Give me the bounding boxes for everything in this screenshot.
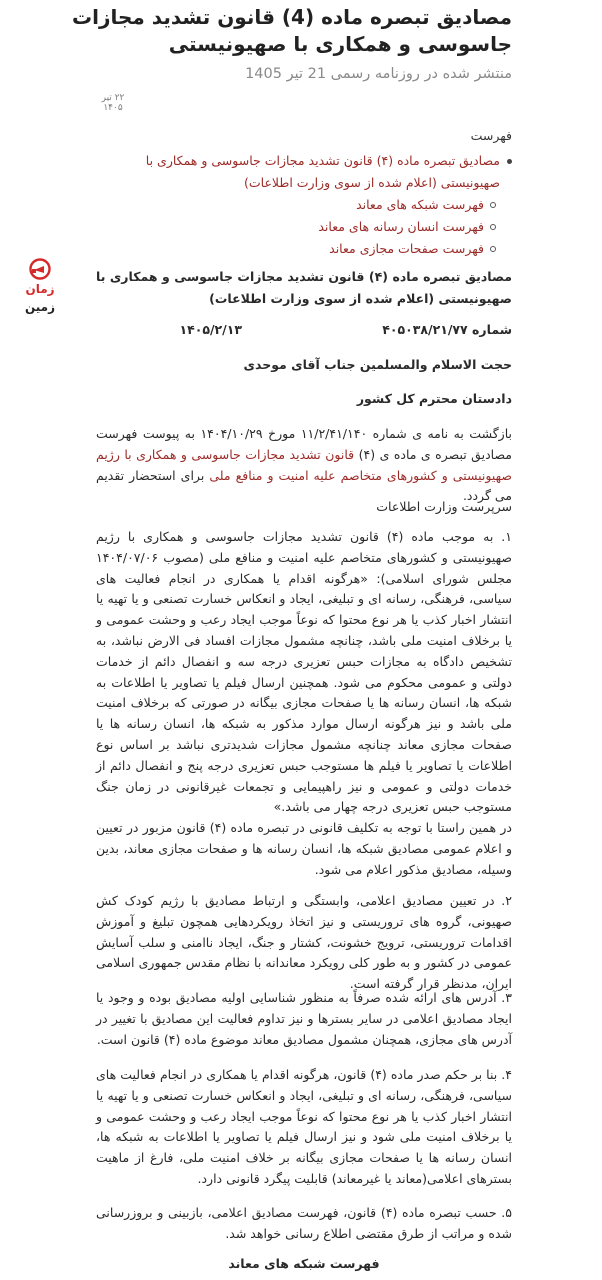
letter-addressee: دادستان محترم کل کشور	[356, 391, 512, 406]
publish-date: ۲۲ تیر ۱۴۰۵	[101, 93, 125, 113]
toc-sub-link-pages[interactable]: فهرست صفحات مجازی معاند	[96, 238, 512, 260]
logo-text-1: زمان	[25, 282, 55, 296]
paragraph-6: ۵. حسب تبصره ماده (۴) قانون، فهرست مصادیق اعلامی، بازبینی و بروزرسانی شده و مراتب از طرق مقتضی اطلاع رسانی خواهد شد.	[96, 1205, 512, 1241]
law-link[interactable]: قانون تشدید مجازات جاسوسی و همکاری با رژیم صهیونیستی و کشورهای متخاصم علیه امنیت و منافع ملی	[96, 446, 512, 483]
toc-sub-link-people[interactable]: فهرست انسان رسانه های معاند	[96, 216, 512, 238]
paragraph-2: در همین راستا با توجه به تکلیف قانونی در تبصره ماده (۴) قانون مزبور در تعیین و اعلام عمومی مصادیق شبکه ها، انسان رسانه ها و صفحات مجازی معاند، بدین وسیله، مصادیق مذکور اعلام می شود.	[96, 820, 512, 877]
zaman-zamin-logo	[24, 258, 56, 318]
paragraph-1: ۱. به موجب ماده (۴) قانون تشدید مجازات جاسوسی و همکاری با رژیم صهیونیستی و کشورهای متخاصم علیه امنیت و منافع ملی (مصوب ۱۴۰۴/۰۷/۰۶ مجلس شورای اسلامی): «هرگونه اقدام یا همکاری در انجام فعالیت های سیاسی، فرهنگی، رسانه ای و تبلیغی، ایجاد و انعکاس خسارت تصنعی و یا تهیه یا انتشار اخبار کذب یا هر نوع محتوا که نوعاً موجب ایجاد رعب و وحشت عمومی و یا برخلاف امنیت ملی باشد، چنانچه مشمول مجازات افساد فی الارض نباشد، به تشخیص دادگاه به مجازات حبس تعزیری درجه سه و انفصال دائم از خدمات دولتی و عمومی محکوم می شود. همچنین ارسال فیلم یا تصاویر یا اطلاعات به شبکه ها، انسان رسانه ها یا صفحات مجازی بیگانه در صورتی که برخلاف امنیت ملی باشد و نیز هرگونه ارسال موارد مذکور به شبکه ها، انسان رسانه ها یا صفحات مجازی معاند چنانچه مشمول مجازات شدیدتری نباشد بر اساس نوع اطلاعات یا تصاویر یا فیلم ها مستوجب حبس تعزیری درجه پنج و انفصال دائم از خدمات دولتی و عمومی و نیز راهپیمایی و تجمعات غیرقانونی در زمان جنگ مستوجب حبس تعزیری درجه چهار می باشد.»	[96, 529, 512, 815]
toc-heading: فهرست	[470, 128, 512, 143]
paragraph-3: ۲. در تعیین مصادیق اعلامی، وابستگی و ارتباط مصادیق با رژیم کودک کش صهیونی، گروه های تروریستی و نیز اتخاذ رویکردهایی همچون تبلیغ و آموزش اقدامات تروریستی، ترویج خشونت، کشتار و جنگ، ایجاد ناامنی و سلب آسایش عمومی در کشور و به طور کلی رویکرد معاندانه با نظام مقدس جمهوری اسلامی ایران، مدنظر قرار گرفته است.	[96, 893, 512, 992]
intro-after: برای استحضار تقدیم می گردد.	[96, 467, 512, 504]
intro-before: بازگشت به نامه ی شماره ۱۱/۲/۴۱/۱۴۰ مورخ ۱۴۰۴/۱۰/۲۹ به پیوست فهرست مصادیق تبصره ی ماده ی (۴)	[96, 426, 512, 462]
table-of-contents	[96, 150, 512, 260]
letter-greeting: حجت الاسلام والمسلمین جناب آقای موحدی	[243, 357, 512, 372]
letter-intro	[96, 424, 512, 507]
letter-number: شماره ۴۰۵۰۳۸/۲۱/۷۷	[382, 322, 512, 337]
toc-main-link[interactable]: مصادیق تبصره ماده (۴) قانون تشدید مجازات جاسوسی و همکاری با صهیونیستی (اعلام شده از سوی وزارت اطلاعات)	[96, 150, 512, 194]
networks-list-title: فهرست شبکه های معاند	[228, 1256, 380, 1271]
toc-sub-link-networks[interactable]: فهرست شبکه های معاند	[96, 194, 512, 216]
paragraph-5: ۴. بنا بر حکم صدر ماده (۴) قانون، هرگونه اقدام یا همکاری در انجام فعالیت های سیاسی، فرهنگی، رسانه ای و تبلیغی، ایجاد و انعکاس خسارت تصنعی و یا تهیه یا انتشار اخبار کذب یا هر نوع محتوا که نوعاً موجب ایجاد رعب و وحشت عمومی و یا برخلاف امنیت ملی شود و نیز ارسال فیلم یا تصاویر یا اطلاعات به شبکه ها، انسان رسانه ها یا صفحات مجازی بیگانه بر خلاف امنیت ملی، فارغ از ماهیت بسترهای اعلامی(معاند یا غیرمعاند) قابلیت پیگرد قانونی دارد.	[96, 1067, 512, 1186]
letter-signature: سرپرست وزارت اطلاعات	[376, 499, 512, 514]
published-line: منتشر شده در روزنامه رسمی 21 تیر 1405	[245, 66, 512, 82]
logo-text-2: زمین	[24, 300, 56, 314]
section-subheading: مصادیق تبصره ماده (۴) قانون تشدید مجازات جاسوسی و همکاری با صهیونیستی (اعلام شده از سوی وزارت اطلاعات)	[96, 269, 512, 306]
page-title: مصادیق تبصره ماده (4) قانون تشدید مجازات جاسوسی و همکاری با صهیونیستی	[72, 5, 512, 56]
letter-date: ۱۴۰۵/۲/۱۳	[179, 322, 242, 337]
paragraph-4: ۳. آدرس های ارائه شده صرفاً به منظور شناسایی اولیه مصادیق بوده و وجود یا ایجاد مصادیق اعلامی در سایر بسترها و نیز تداوم فعالیت این مصادیق با تغییر در آدرس های مجازی، همچنان مشمول مصادیق معاند موضوع ماده (۴) قانون است.	[96, 990, 512, 1047]
